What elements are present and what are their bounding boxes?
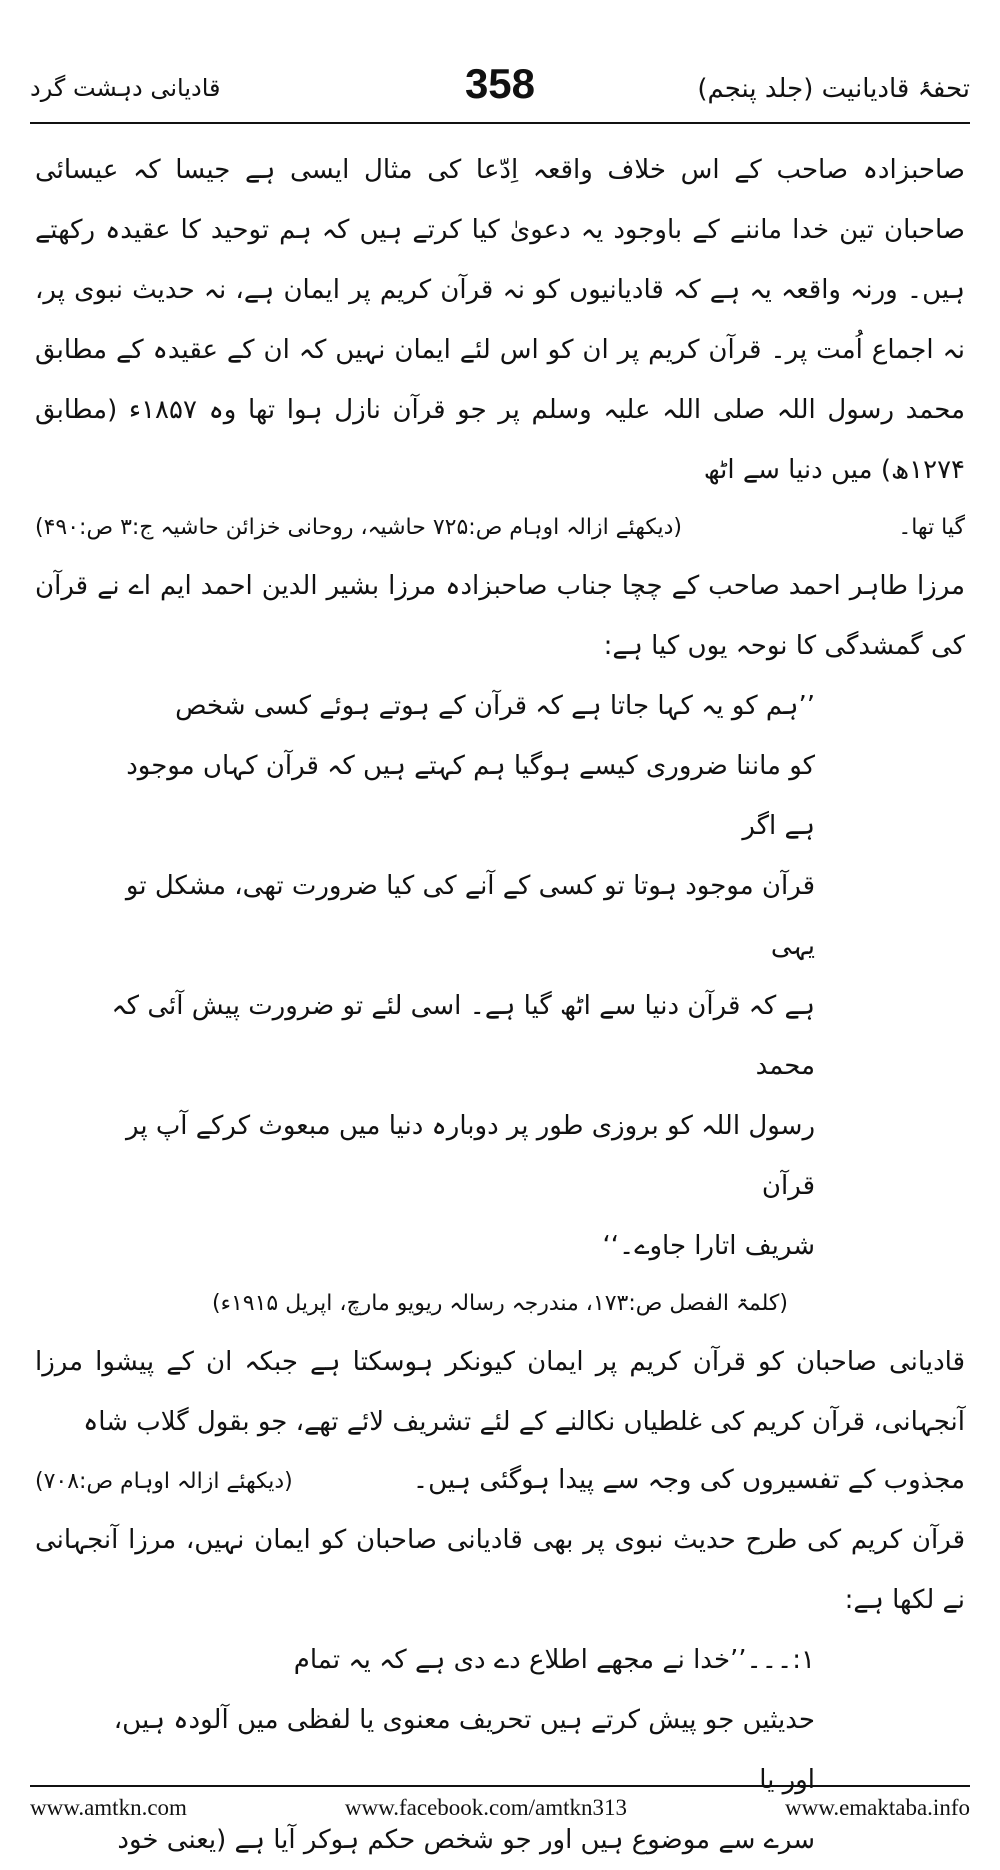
footer-link-amtkn[interactable]: www.amtkn.com — [30, 1795, 187, 1820]
quote-2-line: سرے سے موضوع ہیں اور جو شخص حکم ہوکر آیا ہے (یعنی خود — [117, 1825, 815, 1855]
header-divider — [30, 122, 970, 124]
book-title: تحفۂ قادیانیت (جلد پنجم) — [697, 74, 970, 104]
quote-1-line: رسول اللہ کو بروزی طور پر دوبارہ دنیا میں مبعوث کرکے آپ پر قرآن — [125, 1111, 815, 1201]
quote-2-line: حدیثیں جو پیش کرتے ہیں تحریف معنوی یا لفظی میں آلودہ ہیں، اور یا — [113, 1705, 815, 1795]
paragraph-1-end: گیا تھا۔ — [898, 515, 965, 540]
reference-2: (کلمۃ الفصل ص:۱۷۳، مندرجہ رسالہ ریویو مارچ، اپریل ۱۹۱۵ء) — [212, 1291, 788, 1316]
page-body — [35, 140, 965, 1870]
page-header — [30, 60, 970, 120]
page-footer — [30, 1795, 970, 1821]
reference-line-3 — [35, 1452, 965, 1510]
quote-block-2 — [35, 1630, 965, 1870]
footer-link-emaktaba[interactable]: www.emaktaba.info — [784, 1795, 970, 1820]
quote-1-line: کو ماننا ضروری کیسے ہوگیا ہم کہتے ہیں کہ قرآن کہاں موجود ہے اگر — [126, 751, 815, 841]
reference-line-1 — [35, 500, 965, 556]
paragraph-1: صاحبزادہ صاحب کے اس خلاف واقعہ اِدّعا کی مثال ایسی ہے جیسا کہ عیسائی صاحبان تین خدا ماننے کے باوجود یہ دعویٰ کیا کرتے ہیں کہ ہم توحید کا عقیدہ رکھتے ہیں۔ ورنہ واقعہ یہ ہے کہ قادیانیوں کو نہ قرآن کریم پر ایمان ہے، نہ حدیث نبوی پر، نہ اجماع اُمت پر۔ قرآن کریم پر ان کو اس لئے ایمان نہیں کہ ان کے عقیدہ کے مطابق محمد رسول اللہ صلی اللہ علیہ وسلم پر جو قرآن نازل ہوا تھا وہ ۱۸۵۷ء (مطابق ۱۲۷۴ھ) میں دنیا سے اٹھ — [35, 155, 965, 485]
footer-divider — [30, 1785, 970, 1787]
paragraph-4: قرآن کریم کی طرح حدیث نبوی پر بھی قادیانی صاحبان کو ایمان نہیں، مرزا آنجہانی نے لکھا ہے: — [35, 1525, 965, 1615]
quote-block-1 — [35, 676, 965, 1276]
quote-1-line: ’’ہم کو یہ کہا جاتا ہے کہ قرآن کے ہوتے ہوئے کسی شخص — [175, 691, 815, 721]
reference-1: (دیکھئے ازالہ اوہام ص:۷۲۵ حاشیہ، روحانی خزائن حاشیہ ج:۳ ص:۴۹۰) — [35, 515, 683, 540]
quote-2-line: ۱:۔۔۔’’خدا نے مجھے اطلاع دے دی ہے کہ یہ تمام — [293, 1645, 815, 1675]
quote-1-line: قرآن موجود ہوتا تو کسی کے آنے کی کیا ضرورت تھی، مشکل تو یہی — [125, 871, 815, 961]
chapter-title: قادیانی دہشت گرد — [30, 74, 221, 102]
footer-link-facebook[interactable]: www.facebook.com/amtkn313 — [344, 1795, 628, 1820]
quote-1-line: ہے کہ قرآن دنیا سے اٹھ گیا ہے۔ اسی لئے تو ضرورت پیش آئی کہ محمد — [111, 991, 815, 1081]
reference-3: (دیکھئے ازالہ اوہام ص:۷۰۸) — [35, 1469, 293, 1494]
paragraph-2: مرزا طاہر احمد صاحب کے چچا جناب صاحبزادہ مرزا بشیر الدین احمد ایم اے نے قرآن کی گمشدگی کا نوحہ یوں کیا ہے: — [35, 571, 965, 661]
page-number: 358 — [464, 60, 536, 107]
paragraph-3: قادیانی صاحبان کو قرآن کریم پر ایمان کیونکر ہوسکتا ہے جبکہ ان کے پیشوا مرزا آنجہانی، قرآن کریم کی غلطیاں نکالنے کے لئے تشریف لائے تھے، جو بقول گلاب شاہ — [35, 1347, 965, 1437]
quote-1-line: شریف اتارا جاوے۔‘‘ — [602, 1231, 815, 1261]
paragraph-3-end: مجذوب کے تفسیروں کی وجہ سے پیدا ہوگئی ہیں۔ — [412, 1465, 965, 1495]
